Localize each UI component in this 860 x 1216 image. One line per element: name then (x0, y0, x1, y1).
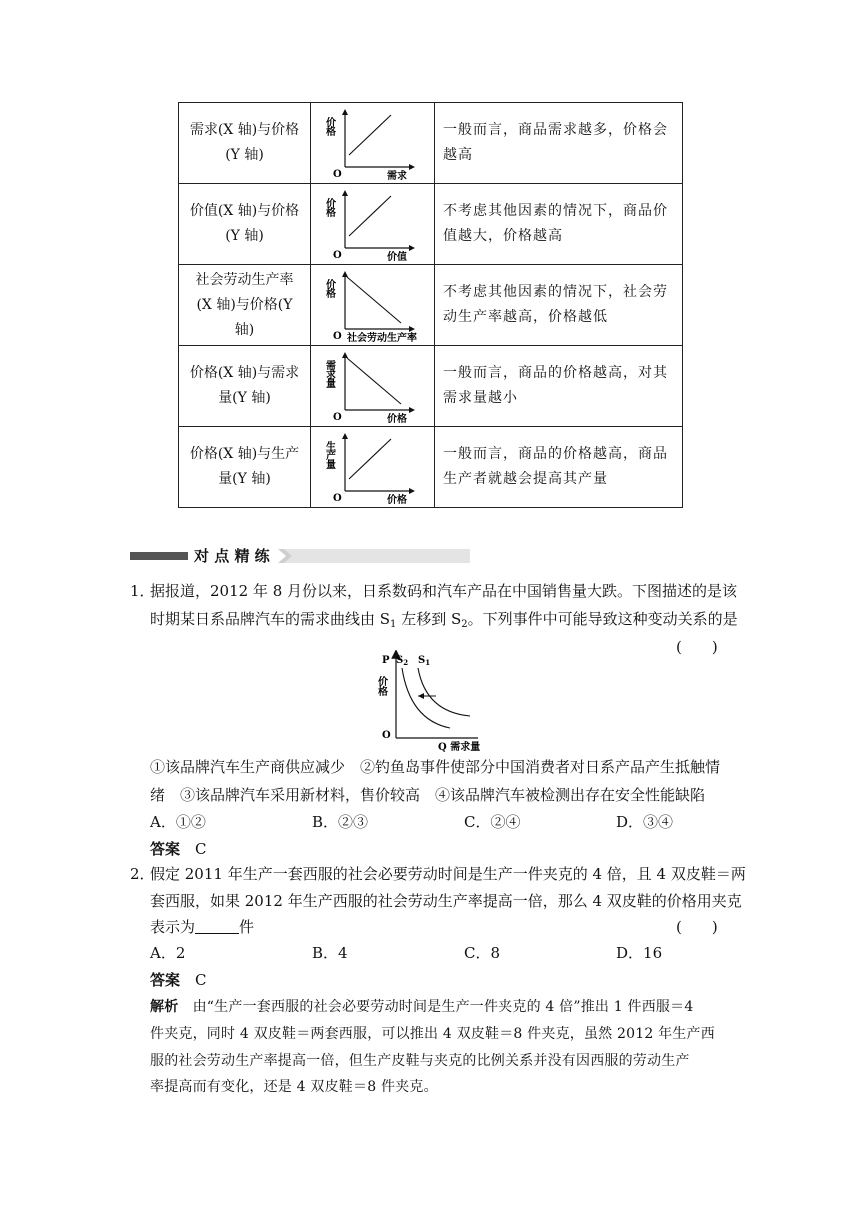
graph-y-arrow (342, 433, 348, 439)
table-row (179, 346, 683, 427)
graph-x-arrow (409, 164, 415, 170)
q1-answer (150, 835, 207, 863)
relation-line: (Y 轴) (225, 147, 264, 163)
graph-y-label: 生产量 (323, 441, 335, 468)
relation-cell (179, 184, 311, 265)
q2-line3-a: 表示为 (150, 918, 196, 936)
q1-answer-value: C (195, 840, 207, 858)
graph-x-label: 需求 (387, 171, 407, 182)
graph-y-label: 价格 (323, 198, 335, 216)
graph-y-label: 需求量 (323, 360, 335, 387)
relation-line: 价值(X 轴)与价格 (189, 203, 300, 219)
q2-number: 2． (130, 865, 155, 883)
graph-line-down (347, 358, 401, 404)
graph-x-arrow (409, 407, 415, 413)
q2-answer-value: C (195, 971, 207, 989)
table-row (179, 265, 683, 346)
q2-option-d: D．16 (616, 944, 663, 962)
q2-option-c: C．8 (464, 944, 501, 962)
q2-option-b: B．4 (312, 944, 348, 962)
graph-origin: O (333, 331, 342, 342)
note-line: 一般而言，商品的价格越高，商品 (443, 446, 668, 462)
q2-line3 (150, 913, 254, 941)
section-bar-left (130, 552, 188, 560)
note-line: 越高 (443, 147, 473, 163)
graph-line-up (349, 115, 391, 155)
relation-line: 价格(X 轴)与需求 (189, 365, 300, 381)
q1-option-c: C．②④ (464, 813, 521, 831)
table-row (179, 103, 683, 184)
graph-x-arrow (409, 488, 415, 494)
graph-cell (311, 103, 435, 184)
graph-x-label: 价格 (387, 414, 407, 425)
graph-x-label: 价格 (387, 495, 407, 506)
graph-cell (311, 265, 435, 346)
shift-arrow-head (418, 693, 424, 699)
graph-x-arrow (409, 245, 415, 251)
note-line: 不考虑其他因素的情况下，商品价 (443, 203, 668, 219)
q2-fill-blank (195, 917, 239, 934)
graph-line-down (347, 277, 401, 323)
relation-graph (311, 265, 434, 345)
graph-cell (311, 427, 435, 508)
q1-line2-a: 时期某日系品牌汽车的需求曲线由 S (150, 610, 391, 628)
q1-option-a: A．①② (150, 813, 206, 831)
graph-x-label: 社会劳动生产率 (347, 333, 417, 344)
graph-line-up (349, 439, 391, 479)
table-row (179, 427, 683, 508)
relation-cell (179, 265, 311, 346)
q2-option-a: A．2 (150, 944, 186, 962)
q1-line2-b: 左移到 S (396, 610, 462, 628)
relation-graph (311, 427, 434, 507)
note-cell (435, 184, 683, 265)
q2-line1: 假定 2011 年生产一套西服的社会必要劳动时间是生产一件夹克的 4 倍，且 4 双皮鞋＝两 (150, 865, 746, 883)
q2-line3-b: 件 (239, 918, 255, 936)
note-line: 需求量越小 (443, 390, 518, 406)
q2-analysis-line3: 服的社会劳动生产率提高一倍，但生产皮鞋与夹克的比例关系并没有因西服的劳动生产 (150, 1053, 690, 1069)
q1-statement-line1: ①该品牌汽车生产商供应减少 ②钓鱼岛事件使部分中国消费者对日系产品产生抵触情 (150, 758, 721, 776)
q2-answer (150, 966, 207, 994)
fig-y-top: P (382, 655, 390, 666)
section-bar-right (282, 549, 470, 563)
graph-y-label: 价格 (323, 117, 335, 135)
q1-line2-sub2: 2 (461, 619, 468, 630)
q2-answer-paren: ( ) (676, 918, 718, 936)
q1-answer-paren: ( ) (676, 638, 718, 656)
q1-answer-label: 答案 (150, 840, 181, 858)
fig-x-label: Q 需求量 (438, 742, 481, 752)
relation-table (178, 102, 683, 508)
graph-y-arrow (342, 190, 348, 196)
q2-analysis-line2: 件夹克，同时 4 双皮鞋＝两套西服，可以推出 4 双皮鞋＝8 件夹克，虽然 2012 年生产西 (150, 1026, 715, 1042)
note-line: 不考虑其他因素的情况下，社会劳 (443, 284, 668, 300)
note-cell (435, 265, 683, 346)
relation-graph (311, 184, 434, 264)
q1-line1: 据报道，2012 年 8 月份以来，日系数码和汽车产品在中国销售量大跌。下图描述的是该 (150, 582, 738, 600)
graph-origin: O (333, 250, 342, 261)
graph-y-arrow (342, 352, 348, 358)
graph-cell (311, 184, 435, 265)
graph-origin: O (333, 169, 342, 180)
relation-line: 社会劳动生产率 (195, 271, 294, 288)
graph-y-arrow (342, 109, 348, 115)
q1-number: 1． (130, 582, 155, 600)
q2-analysis-text-0: 由“生产一套西服的社会必要劳动时间是生产一件夹克的 4 倍”推出 1 件西服＝4 (192, 999, 694, 1015)
relation-cell (179, 427, 311, 508)
relation-line: 价格(X 轴)与生产 (189, 446, 300, 462)
note-cell (435, 427, 683, 508)
graph-y-arrow (342, 271, 348, 277)
graph-line-up (349, 196, 391, 236)
q1-line2 (150, 605, 738, 639)
note-line: 一般而言，商品的价格越高，对其 (443, 365, 668, 381)
relation-line: 量(Y 轴) (218, 390, 271, 406)
relation-line: (Y 轴) (225, 228, 264, 244)
q1-option-b: B．②③ (312, 813, 369, 831)
relation-graph (311, 346, 434, 426)
graph-x-arrow (409, 326, 415, 332)
section-title: 对 点 精 练 (194, 547, 270, 565)
graph-origin: O (333, 412, 342, 423)
note-line: 一般而言，商品需求越多，价格会 (443, 122, 668, 138)
q1-option-d: D．③④ (616, 813, 674, 831)
fig-curve-s2-label: $S_2$ (396, 655, 409, 667)
fig-origin: O (382, 730, 391, 741)
relation-line: 轴) (234, 321, 255, 338)
graph-x-label: 价值 (387, 252, 407, 263)
note-line: 动生产率越高，价格越低 (443, 309, 608, 325)
relation-line: (X 轴)与价格(Y (196, 296, 293, 313)
section-header (130, 547, 470, 565)
q2-line2: 套西服，如果 2012 年生产西服的社会劳动生产率提高一倍，那么 4 双皮鞋的价格用夹克 (150, 892, 742, 910)
relation-line: 量(Y 轴) (218, 471, 271, 487)
note-line: 值越大，价格越高 (443, 228, 563, 244)
fig-curve-s1-label: $S_1$ (418, 655, 431, 667)
demand-curve-figure (366, 650, 506, 752)
table-row (179, 184, 683, 265)
q2-analysis-line1 (150, 993, 693, 1021)
q2-answer-label: 答案 (150, 971, 181, 989)
graph-y-label: 价格 (323, 279, 335, 297)
graph-origin: O (333, 493, 342, 504)
q2-analysis-label: 解析 (150, 999, 179, 1015)
q1-statement-line2: 绪 ③该品牌汽车采用新材料，售价较高 ④该品牌汽车被检测出存在安全性能缺陷 (150, 786, 706, 804)
q1-line2-sub1: 1 (390, 619, 397, 630)
relation-line: 需求(X 轴)与价格 (189, 122, 300, 138)
curve-s1 (418, 668, 470, 716)
relation-graph (311, 103, 434, 183)
note-cell (435, 103, 683, 184)
q2-analysis-line4: 率提高而有变化，还是 4 双皮鞋＝8 件夹克。 (150, 1079, 438, 1095)
relation-cell (179, 346, 311, 427)
graph-cell (311, 346, 435, 427)
q1-line2-c: 。下列事件中可能导致这种变动关系的是 (467, 610, 738, 628)
note-line: 生产者就越会提高其产量 (443, 471, 608, 487)
fig-y-label: 价格 (375, 676, 387, 696)
relation-cell (179, 103, 311, 184)
note-cell (435, 346, 683, 427)
curve-s2 (402, 668, 450, 728)
